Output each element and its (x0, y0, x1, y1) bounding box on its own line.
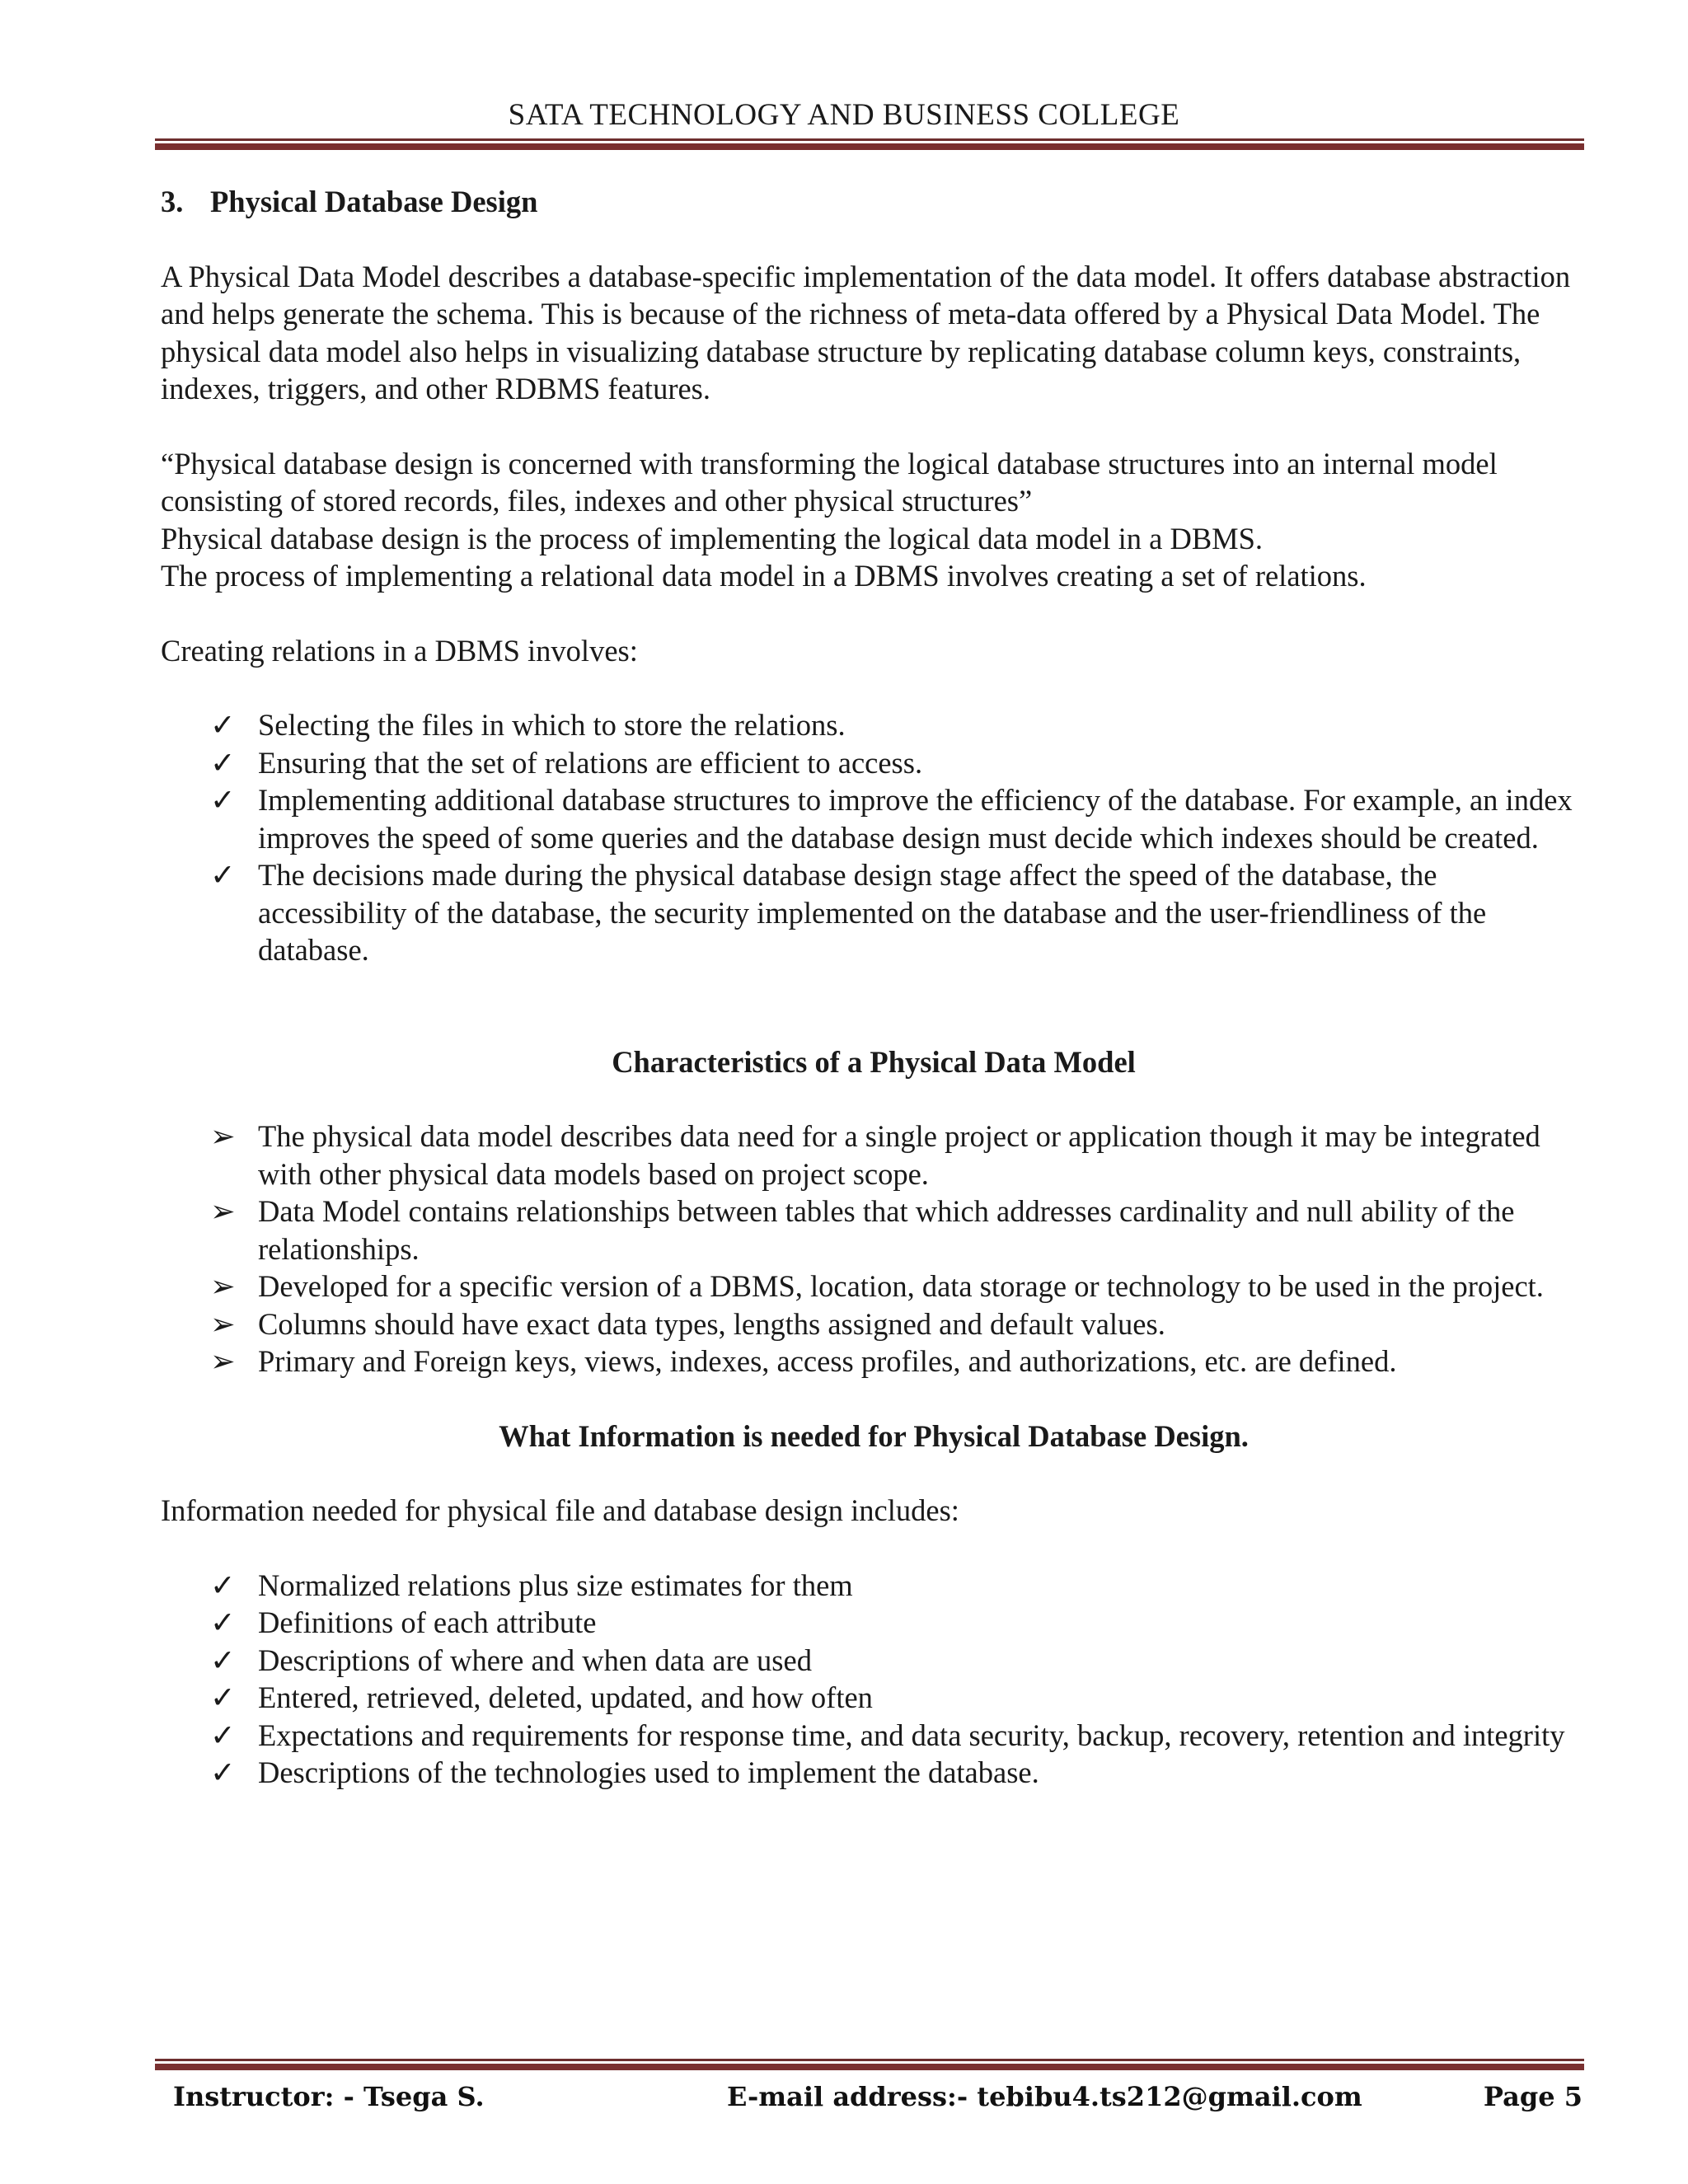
checkmark-icon: ✓ (210, 858, 236, 892)
list-item: ➢ The physical data model describes data need for a single project or application though it may be integrated with other physical data models based on project scope. (210, 1119, 1540, 1191)
section-heading (161, 183, 1587, 221)
footer-page-number: Page 5 (1483, 2081, 1582, 2112)
page-content (161, 183, 1587, 1792)
page-footer (173, 2081, 1582, 2122)
checkmark-icon: ✓ (210, 1643, 236, 1677)
section-title: Physical Database Design (210, 185, 538, 218)
list-item: ✓ Expectations and requirements for response time, and data security, backup, recovery, retention and integrity (161, 1717, 1587, 1755)
definition-paragraph: Physical database design is the process of implementing the logical data model in a DBMS. (161, 521, 1264, 555)
header-title: SATA TECHNOLOGY AND BUSINESS COLLEGE (508, 98, 1180, 132)
information-intro: Information needed for physical file and database design includes: (161, 1493, 959, 1527)
creating-list (161, 706, 1587, 969)
list-item: ✓ Descriptions of the technologies used to implement the database. (161, 1754, 1587, 1792)
list-item: ✓ Entered, retrieved, deleted, updated, and how often (161, 1679, 1587, 1717)
information-heading: What Information is needed for Physical Database Design. (499, 1418, 1249, 1453)
process-paragraph: The process of implementing a relational data model in a DBMS involves creating a set of relations. (161, 559, 1367, 593)
characteristics-heading: Characteristics of a Physical Data Model (612, 1044, 1136, 1079)
footer-rule (155, 2059, 1584, 2070)
list-item: ➢ Columns should have exact data types, lengths assigned and default values. (161, 1305, 1587, 1343)
list-item: ✓ Definitions of each attribute (161, 1604, 1587, 1642)
arrow-bullet-icon: ➢ (210, 1306, 236, 1341)
section-number: 3. (161, 185, 184, 218)
arrow-bullet-icon: ➢ (210, 1269, 236, 1303)
arrow-bullet-icon: ➢ (210, 1344, 236, 1378)
checkmark-icon: ✓ (210, 1605, 236, 1639)
checkmark-icon: ✓ (210, 1755, 236, 1789)
information-list (161, 1567, 1587, 1792)
footer-email: E-mail address:- tebibu4.ts212@gmail.com (727, 2081, 1362, 2112)
checkmark-icon: ✓ (210, 708, 236, 742)
arrow-bullet-icon: ➢ (210, 1194, 236, 1228)
list-item: ✓ Normalized relations plus size estimates for them (161, 1567, 1587, 1605)
arrow-bullet-icon: ➢ (210, 1119, 236, 1153)
checkmark-icon: ✓ (210, 783, 236, 817)
characteristics-list (161, 1118, 1587, 1380)
checkmark-icon: ✓ (210, 745, 236, 780)
checkmark-icon: ✓ (210, 1568, 236, 1602)
checkmark-icon: ✓ (210, 1680, 236, 1714)
list-item: ✓ Selecting the files in which to store the relations. (161, 706, 1587, 744)
list-item: ✓ Descriptions of where and when data are used (161, 1642, 1587, 1680)
quote-paragraph: “Physical database design is concerned with transforming the logical database structures into an internal model consisting of stored records, files, indexes and other physical structures” (161, 446, 1498, 518)
list-item: ➢ Data Model contains relationships between tables that which addresses cardinality and null ability of the relationships. (210, 1194, 1515, 1266)
header-rule (155, 138, 1584, 150)
list-item: ➢ Developed for a specific version of a DBMS, location, data storage or technology to be used in the project. (161, 1268, 1587, 1305)
checkmark-icon: ✓ (210, 1718, 236, 1752)
list-item: ➢ Primary and Foreign keys, views, indexes, access profiles, and authorizations, etc. are defined. (161, 1343, 1587, 1380)
list-item: ✓ Ensuring that the set of relations are efficient to access. (161, 744, 1587, 782)
list-item: ✓ The decisions made during the physical database design stage affect the speed of the database, the accessibility of the database, the security implemented on the database and the user-friendliness of the database. (210, 858, 1487, 967)
footer-instructor: Instructor: - Tsega S. (173, 2081, 485, 2112)
list-item: ✓ Implementing additional database structures to improve the efficiency of the database. For example, an index improves the speed of some queries and the database design must decide which indexes should be created. (210, 783, 1573, 855)
intro-paragraph: A Physical Data Model describes a database-specific implementation of the data model. It offers database abstraction and helps generate the schema. This is because of the richness of meta-data offered by a Physical Data Model. The physical data model also helps in visualizing database structure by replicating database column keys, constraints, indexes, triggers, and other RDBMS features. (161, 259, 1571, 405)
creating-intro: Creating relations in a DBMS involves: (161, 633, 638, 668)
